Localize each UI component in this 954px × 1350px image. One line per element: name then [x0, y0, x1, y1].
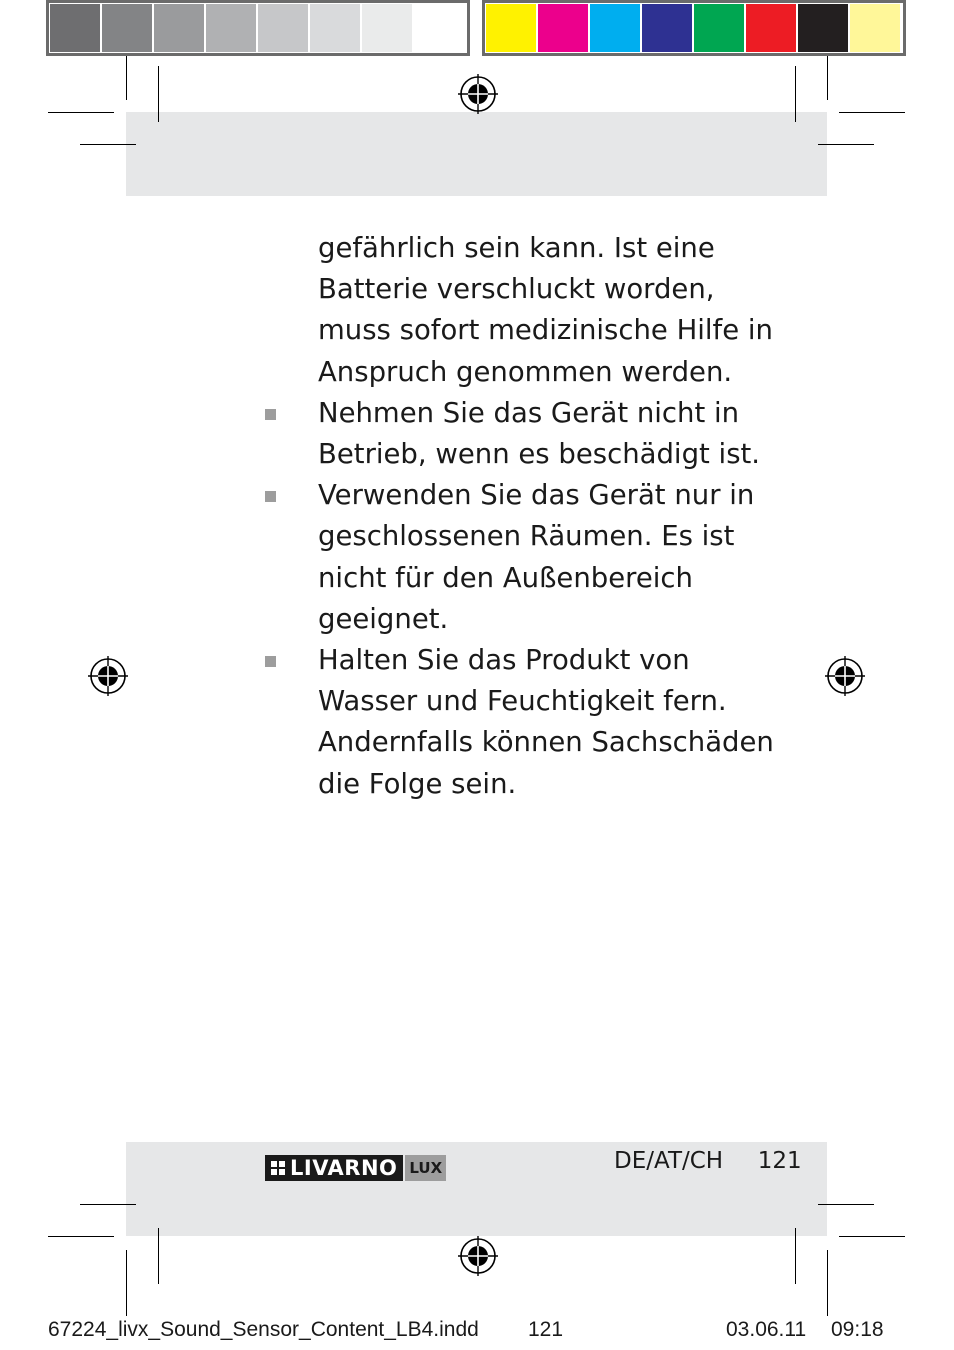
region-label: DE/AT/CH [614, 1148, 724, 1174]
slug-page: 121 [528, 1318, 564, 1341]
bullet-item [318, 475, 778, 640]
footer-meta [614, 1148, 802, 1174]
crop-mark [818, 144, 874, 145]
color-swatch [642, 4, 692, 52]
crop-mark [795, 1228, 796, 1284]
header-band [126, 112, 827, 196]
color-swatch [486, 4, 536, 52]
crop-mark [80, 1204, 136, 1205]
brand-sub: LUX [405, 1155, 446, 1181]
color-swatch [746, 4, 796, 52]
crop-mark [158, 1228, 159, 1284]
registration-mark-icon [458, 1236, 498, 1276]
crop-mark [839, 112, 905, 113]
crop-mark [48, 1236, 114, 1237]
brand-logo [265, 1155, 446, 1181]
square-bullet-icon [265, 409, 276, 420]
slug-date: 03.06.11 [726, 1318, 807, 1341]
color-swatch [850, 4, 900, 52]
color-swatch [798, 4, 848, 52]
gray-swatch [258, 4, 308, 52]
registration-mark-icon [458, 74, 498, 114]
gray-scale-bar [46, 0, 470, 56]
registration-mark-icon [88, 656, 128, 696]
process-color-bar [482, 0, 906, 56]
crop-mark [80, 144, 136, 145]
paragraph-text: gefährlich sein kann. Ist eine Batterie verschluckt worden, muss sofort medizinische Hilfe in Anspruch genommen werden. [318, 232, 773, 388]
bullet-item [318, 393, 778, 475]
paragraph-text: Nehmen Sie das Gerät nicht in Betrieb, wenn es beschädigt ist. [318, 396, 761, 471]
crop-mark [126, 56, 127, 100]
gray-swatch [50, 4, 100, 52]
color-swatch [694, 4, 744, 52]
brand-logo-main [265, 1155, 403, 1181]
crop-mark [827, 56, 828, 100]
gray-swatch [310, 4, 360, 52]
crop-mark [795, 66, 796, 122]
crop-mark [48, 112, 114, 113]
bullet-item [318, 640, 778, 805]
crop-mark [158, 66, 159, 122]
square-bullet-icon [265, 491, 276, 502]
gray-swatch [414, 4, 464, 52]
crop-mark [827, 1250, 828, 1316]
page-number: 121 [757, 1148, 802, 1174]
color-swatch [590, 4, 640, 52]
paragraph-text: Halten Sie das Produkt von Wasser und Feuchtigkeit fern. Andernfalls können Sachschäden die Folge sein. [318, 644, 774, 800]
slug-time: 09:18 [831, 1318, 884, 1341]
body-text [318, 228, 778, 805]
color-swatch [538, 4, 588, 52]
brand-name: LIVARNO [290, 1156, 398, 1180]
crop-mark [126, 1250, 127, 1316]
square-bullet-icon [265, 656, 276, 667]
crop-mark [839, 1236, 905, 1237]
slug-file: 67224_livx_Sound_Sensor_Content_LB4.indd [48, 1318, 479, 1341]
paragraph-text: Verwenden Sie das Gerät nur in geschlossenen Räumen. Es ist nicht für den Außenbereich geeignet. [318, 479, 755, 635]
paragraph [318, 228, 778, 393]
registration-mark-icon [825, 656, 865, 696]
crop-mark [818, 1204, 874, 1205]
gray-swatch [362, 4, 412, 52]
logo-squares-icon [271, 1161, 285, 1175]
gray-swatch [206, 4, 256, 52]
gray-swatch [154, 4, 204, 52]
gray-swatch [102, 4, 152, 52]
